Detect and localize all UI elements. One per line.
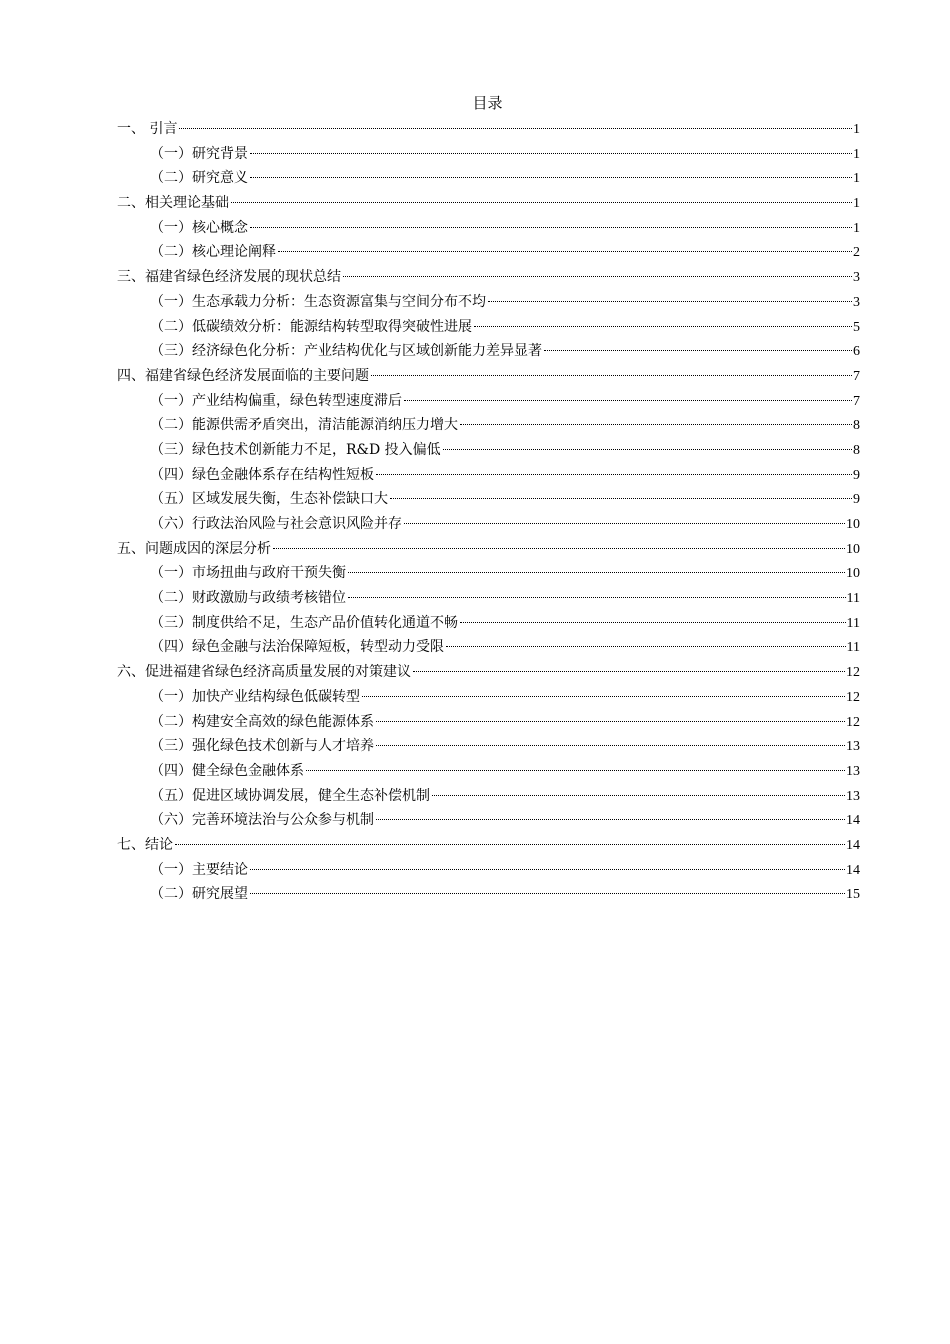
toc-title: 目录 (472, 94, 503, 112)
toc-page-number: 12 (846, 714, 860, 730)
toc-page-number: 13 (846, 739, 860, 755)
toc-section-entry[interactable] (117, 389, 860, 414)
toc-dot-leader (250, 868, 845, 870)
toc-page-number: 1 (853, 220, 860, 236)
toc-page-number: 8 (853, 418, 860, 434)
toc-dot-leader (474, 325, 852, 327)
toc-entry-text: （一）加快产业结构绿色低碳转型 (150, 688, 360, 705)
toc-section-entry[interactable] (117, 216, 860, 241)
toc-section-entry[interactable] (117, 808, 860, 833)
toc-entry-text: （五）促进区域协调发展，健全生态补偿机制 (150, 787, 430, 804)
toc-entry-text: （一）市场扭曲与政府干预失衡 (150, 565, 346, 582)
toc-chapter-entry[interactable] (117, 833, 860, 858)
toc-page-number: 15 (846, 887, 860, 903)
toc-section-entry[interactable] (117, 315, 860, 340)
toc-page-number: 10 (846, 566, 860, 582)
toc-entry-text: （三）绿色技术创新能力不足，R&D 投入偏低 (150, 441, 441, 458)
toc-dot-leader (250, 152, 852, 154)
toc-entry-text: （四）绿色金融与法治保障短板，转型动力受限 (150, 639, 444, 656)
toc-page-number: 13 (846, 788, 860, 804)
toc-section-entry[interactable] (117, 561, 860, 586)
toc-dot-leader (343, 275, 852, 277)
toc-section-entry[interactable] (117, 240, 860, 265)
toc-section-entry[interactable] (117, 685, 860, 710)
toc-entry-text: （三）强化绿色技术创新与人才培养 (150, 738, 374, 755)
toc-page-number: 1 (853, 146, 860, 162)
toc-page-number: 14 (846, 837, 860, 853)
toc-entry-text: （二）研究意义 (150, 170, 248, 187)
toc-dot-leader (175, 843, 845, 845)
toc-entry-text: （二）低碳绩效分析：能源结构转型取得突破性进展 (150, 318, 472, 335)
toc-dot-leader (250, 226, 852, 228)
toc-dot-leader (432, 794, 845, 796)
toc-entry-text: （四）绿色金融体系存在结构性短板 (150, 466, 374, 483)
toc-section-entry[interactable] (117, 166, 860, 191)
toc-dot-leader (404, 399, 852, 401)
toc-entry-text: （二）研究展望 (150, 886, 248, 903)
toc-dot-leader (413, 670, 845, 672)
toc-page-number: 7 (853, 393, 860, 409)
toc-page-number: 3 (853, 270, 860, 286)
toc-section-entry[interactable] (117, 858, 860, 883)
toc-dot-leader (231, 201, 852, 203)
toc-chapter-entry[interactable] (117, 265, 860, 290)
toc-entry-text: （二）能源供需矛盾突出，清洁能源消纳压力增大 (150, 417, 458, 434)
toc-entry-text: （一）主要结论 (150, 861, 248, 878)
toc-section-entry[interactable] (117, 710, 860, 735)
toc-dot-leader (348, 571, 845, 573)
toc-page-number: 1 (853, 122, 860, 137)
toc-entry-text: （二）核心理论阐释 (150, 244, 276, 261)
toc-dot-leader (443, 448, 852, 450)
toc-page-number: 7 (853, 368, 860, 384)
toc-dot-leader (362, 695, 845, 697)
toc-section-entry[interactable] (117, 586, 860, 611)
toc-section-entry[interactable] (117, 142, 860, 167)
toc-chapter-entry[interactable] (117, 364, 860, 389)
toc-section-entry[interactable] (117, 759, 860, 784)
toc-dot-leader (390, 497, 852, 499)
toc-chapter-entry[interactable] (117, 537, 860, 562)
toc-dot-leader (371, 374, 852, 376)
toc-dot-leader (376, 720, 845, 722)
toc-entry-text: （五）区域发展失衡，生态补偿缺口大 (150, 491, 388, 508)
toc-entry-text: 七、结论 (117, 836, 173, 853)
toc-page-number: 9 (853, 492, 860, 508)
toc-entry-text: 一、 引言 (117, 121, 178, 137)
toc-page-number: 10 (846, 541, 860, 557)
toc-page-number: 13 (846, 763, 860, 779)
toc-entry-text: （一）研究背景 (150, 145, 248, 162)
toc-entry-text: （三）制度供给不足，生态产品价值转化通道不畅 (150, 614, 458, 631)
toc-dot-leader (306, 769, 845, 771)
toc-chapter-entry[interactable] (117, 660, 860, 685)
toc-page-number: 10 (846, 517, 860, 532)
toc-section-entry[interactable] (117, 339, 860, 364)
toc-section-entry[interactable] (117, 463, 860, 488)
toc-dot-leader (278, 250, 852, 252)
toc-section-entry[interactable] (117, 438, 860, 463)
toc-entry-text: （三）经济绿色化分析：产业结构优化与区域创新能力差异显著 (150, 343, 542, 360)
toc-section-entry[interactable] (117, 487, 860, 512)
toc-dot-leader (376, 818, 845, 820)
toc-dot-leader (460, 621, 846, 623)
toc-section-entry[interactable] (117, 611, 860, 636)
toc-page-number: 12 (846, 689, 860, 705)
toc-entry-text: 二、相关理论基础 (117, 195, 229, 212)
toc-dot-leader (348, 596, 846, 598)
toc-section-entry[interactable] (117, 413, 860, 438)
toc-entry-text: （四）健全绿色金融体系 (150, 762, 304, 779)
toc-entry-text: （二）财政激励与政绩考核错位 (150, 590, 346, 607)
toc-dot-leader (544, 349, 852, 351)
toc-page-number: 11 (846, 615, 860, 631)
toc-page-number: 5 (853, 319, 860, 335)
toc-section-entry[interactable] (117, 882, 860, 907)
toc-chapter-entry[interactable] (117, 191, 860, 216)
toc-entry-text: （一）核心概念 (150, 219, 248, 236)
toc-section-entry[interactable] (117, 784, 860, 809)
toc-entry-text: 三、福建省绿色经济发展的现状总结 (117, 269, 341, 286)
toc-entry-text: 四、福建省绿色经济发展面临的主要问题 (117, 367, 369, 384)
toc-section-entry[interactable] (117, 290, 860, 315)
toc-dot-leader (250, 892, 845, 894)
toc-entry-text: （一）生态承载力分析：生态资源富集与空间分布不均 (150, 293, 486, 310)
toc-chapter-entry[interactable] (117, 117, 860, 142)
toc-entry-text: （六）完善环境法治与公众参与机制 (150, 812, 374, 829)
toc-page-number: 9 (853, 467, 860, 483)
toc-page-number: 11 (846, 591, 860, 607)
toc-section-entry[interactable] (117, 734, 860, 759)
toc-list (117, 117, 860, 907)
toc-section-entry[interactable] (117, 635, 860, 660)
toc-page-number: 11 (846, 640, 860, 656)
toc-page-number: 8 (853, 442, 860, 458)
toc-dot-leader (460, 423, 852, 425)
toc-page-number: 14 (846, 862, 860, 878)
toc-section-entry[interactable] (117, 512, 860, 537)
toc-entry-text: 六、促进福建省绿色经济高质量发展的对策建议 (117, 664, 411, 681)
toc-page-number: 1 (853, 171, 860, 187)
toc-dot-leader (250, 176, 852, 178)
toc-page-number: 12 (846, 665, 860, 681)
toc-dot-leader (179, 127, 852, 129)
toc-dot-leader (404, 522, 845, 524)
toc-dot-leader (273, 547, 845, 549)
toc-page-number: 3 (853, 294, 860, 310)
toc-page-number: 2 (853, 245, 860, 261)
toc-entry-text: 五、问题成因的深层分析 (117, 540, 271, 557)
toc-entry-text: （六）行政法治风险与社会意识风险并存 (150, 516, 402, 532)
toc-dot-leader (488, 300, 852, 302)
toc-dot-leader (446, 645, 846, 647)
toc-page-number: 6 (853, 344, 860, 360)
toc-page-number: 14 (846, 813, 860, 829)
toc-dot-leader (376, 744, 845, 746)
toc-entry-text: （一）产业结构偏重，绿色转型速度滞后 (150, 392, 402, 409)
toc-entry-text: （二）构建安全高效的绿色能源体系 (150, 713, 374, 730)
toc-dot-leader (376, 473, 852, 475)
toc-page-number: 1 (853, 196, 860, 212)
